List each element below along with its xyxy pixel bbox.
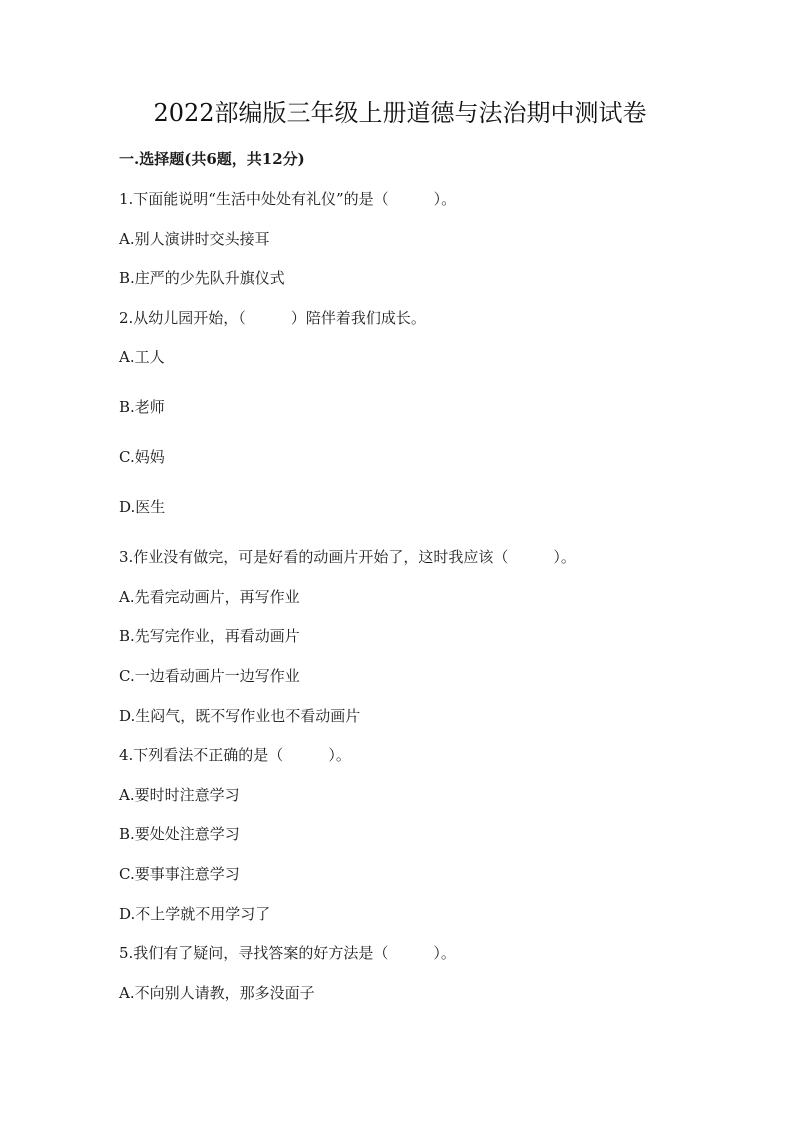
question-2-option-d: D.医生 (119, 498, 166, 516)
question-4-option-c: C.要事事注意学习 (119, 865, 240, 883)
question-4-option-d: D.不上学就不用学习了 (119, 905, 271, 923)
question-2-option-a: A.工人 (119, 348, 165, 366)
question-3-option-d: D.生闷气，既不写作业也不看动画片 (119, 707, 361, 725)
question-3-option-b: B.先写完作业，再看动画片 (119, 627, 300, 645)
question-4-option-b: B.要处处注意学习 (119, 825, 240, 843)
question-5-option-a: A.不向别人请教，那多没面子 (119, 984, 315, 1002)
question-3-option-c: C.一边看动画片一边写作业 (119, 667, 300, 685)
question-2-option-c: C.妈妈 (119, 448, 165, 466)
section-heading: 一.选择题(共6题，共12分) (119, 150, 305, 168)
question-2-stem: 2.从幼儿园开始，（ ）陪伴着我们成长。 (119, 309, 426, 327)
question-3-stem: 3.作业没有做完，可是好看的动画片开始了，这时我应该（ ）。 (119, 548, 576, 566)
question-4-option-a: A.要时时注意学习 (119, 786, 240, 804)
question-3-option-a: A.先看完动画片，再写作业 (119, 588, 300, 606)
question-5-stem: 5.我们有了疑问，寻找答案的好方法是（ ）。 (119, 944, 456, 962)
question-4-stem: 4.下列看法不正确的是（ ）。 (119, 746, 351, 764)
question-2-option-b: B.老师 (119, 398, 165, 416)
document-title: 2022部编版三年级上册道德与法治期中测试卷 (153, 99, 647, 127)
question-1-option-b: B.庄严的少先队升旗仪式 (119, 269, 285, 287)
question-1-stem: 1.下面能说明“生活中处处有礼仪”的是（ ）。 (119, 190, 457, 208)
question-1-option-a: A.别人演讲时交头接耳 (119, 230, 270, 248)
